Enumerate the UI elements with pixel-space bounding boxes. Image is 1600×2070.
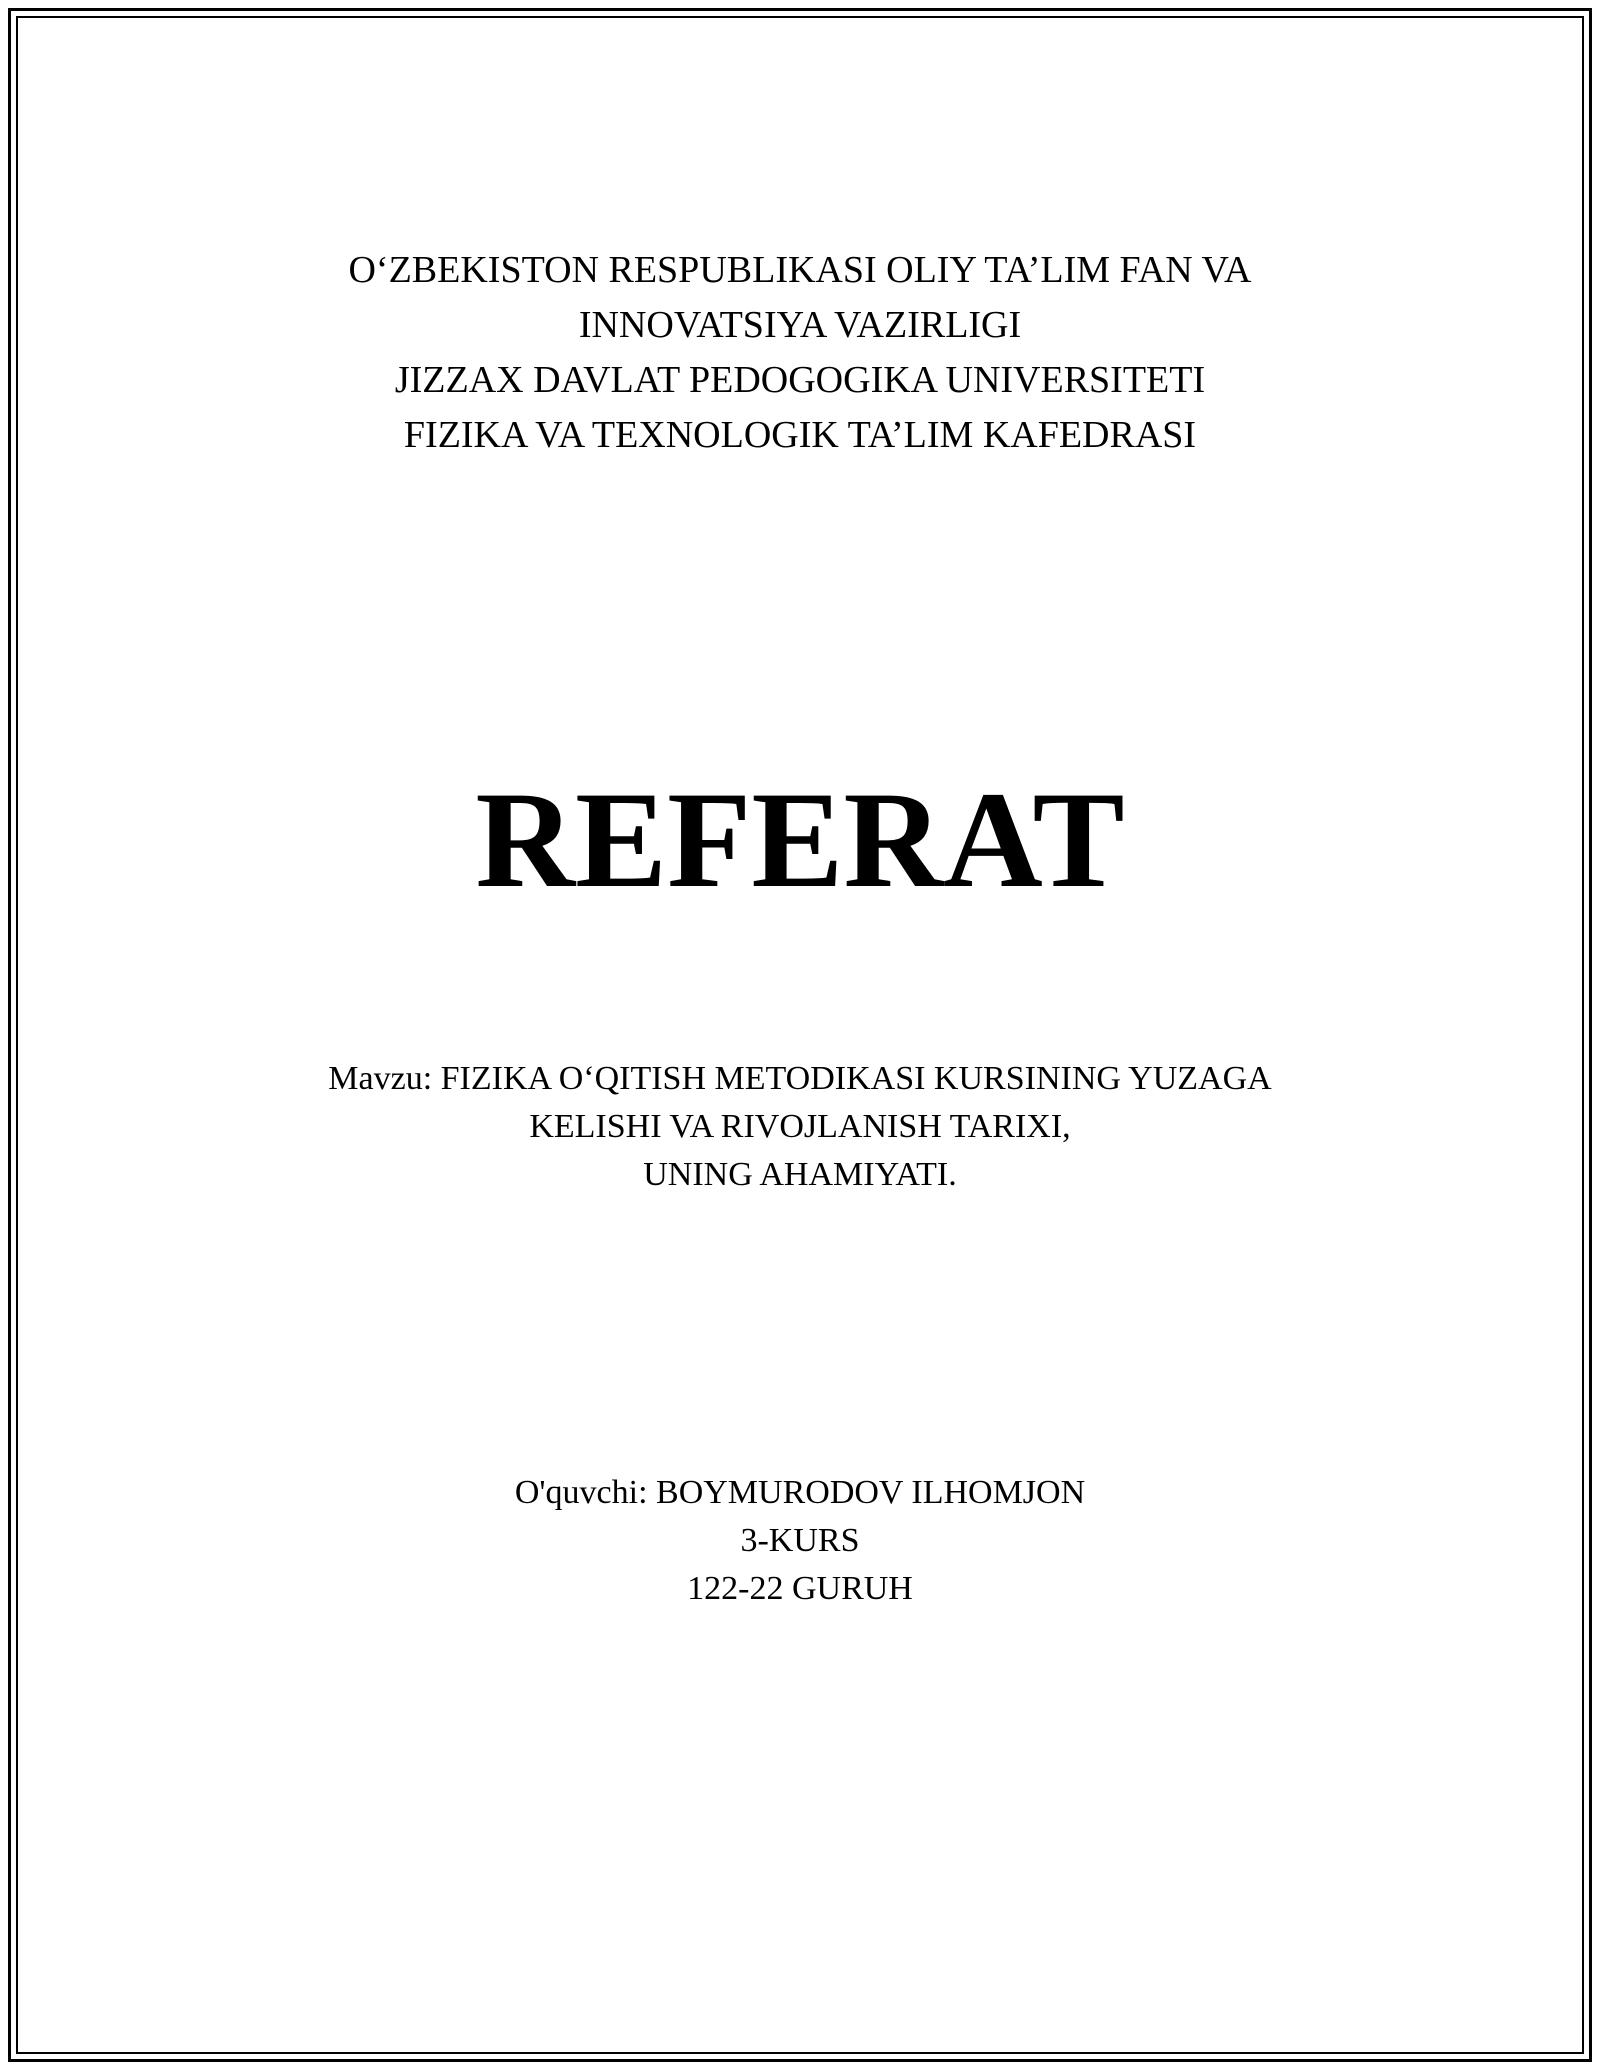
topic-line-2: KELISHI VA RIVOJLANISH TARIXI, (529, 1108, 1071, 1145)
title-text: REFERAT (475, 763, 1125, 916)
header-line-university: JIZZAX DAVLAT PEDOGOGIKA UNIVERSITETI (394, 359, 1206, 401)
document-title (0, 760, 1600, 920)
header-line-ministry-1: O‘ZBEKISTON RESPUBLIKASI OLIY TA’LIM FAN VA (348, 249, 1252, 291)
student-group: 122-22 GURUH (687, 1570, 913, 1607)
student-name: O'quvchi: BOYMURODOV ILHOMJON (514, 1474, 1086, 1511)
institution-header (0, 243, 1600, 463)
student-info (0, 1469, 1600, 1613)
header-line-ministry-2: INNOVATSIYA VAZIRLIGI (578, 304, 1022, 346)
topic-block (0, 1055, 1600, 1199)
topic-line-1: Mavzu: FIZIKA O‘QITISH METODIKASI KURSINING YUZAGA (328, 1060, 1272, 1097)
header-line-department: FIZIKA VA TEXNOLOGIK TA’LIM KAFEDRASI (403, 414, 1197, 456)
topic-line-3: UNING AHAMIYATI. (643, 1156, 957, 1193)
student-course: 3-KURS (740, 1522, 860, 1559)
